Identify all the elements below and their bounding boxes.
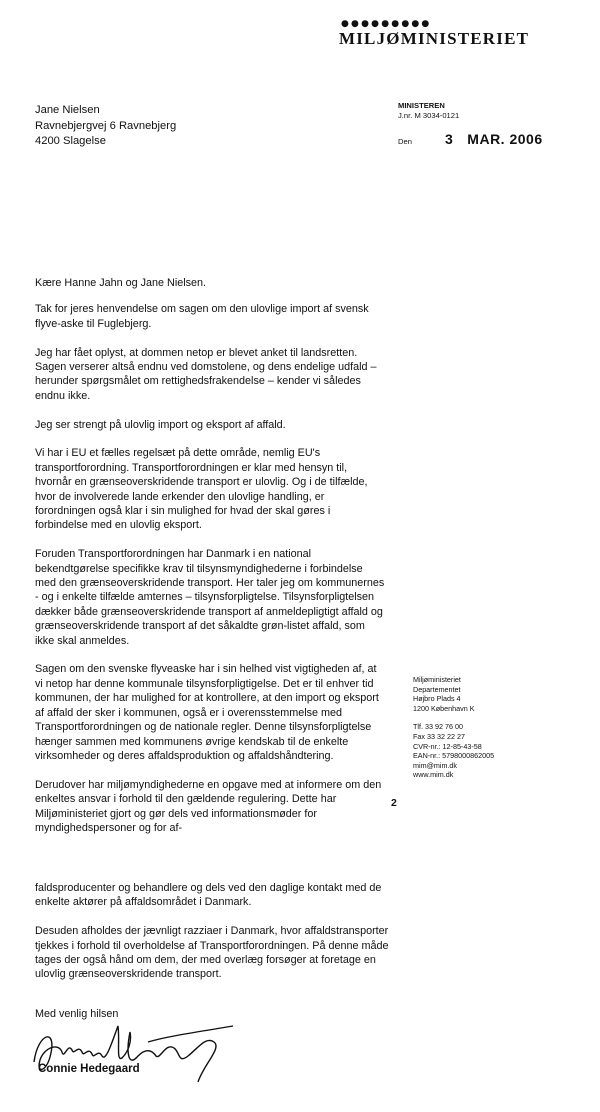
closing: Med venlig hilsen bbox=[35, 1008, 119, 1020]
website: www.mim.dk bbox=[413, 770, 454, 780]
org-name: Miljøministeriet bbox=[413, 675, 461, 684]
paragraph: Jeg ser strengt på ulovlig import og eksport af affald. bbox=[35, 418, 286, 431]
recipient-city: 4200 Slagelse bbox=[35, 135, 106, 147]
letter-meta bbox=[398, 101, 459, 120]
paragraph: Foruden Transportforordningen har Danmark i en national bekendtgørelse specifikke krav til tilsynsmyndighederne i forbindelse med den grænseoverskridende transport. Her taler jeg om kommunernes - og i enkelte tilfælde amternes – tilsynsforpligtelse. Tilsynsforpligtelsen dækker både grænseoverskridende transport af anmeldepligtigt affald og grænseoverskridende transport af det såkaldte grøn-listet affald, som ikke skal anmeldes. bbox=[35, 548, 385, 647]
recipient-street: Ravnebjergvej 6 Ravnebjerg bbox=[35, 119, 177, 132]
fax: Fax 33 32 22 27 bbox=[413, 731, 465, 741]
paragraph: Desuden afholdes der jævnligt razziaer i Danmark, hvor affaldstransporter tjekkes i forhold til overholdelse af Transportforordningen. På denne måde tages der også hånd om dem, der med overlæg forsøger at foretage en ulovlig grænseoverskridende transport. bbox=[35, 925, 389, 981]
cvr-number: CVR-nr.: 12-85-43-58 bbox=[413, 741, 482, 751]
signature bbox=[28, 1012, 248, 1092]
street-address: Højbro Plads 4 bbox=[413, 694, 461, 704]
salutation: Kære Hanne Jahn og Jane Nielsen. bbox=[35, 277, 207, 289]
department: Departementet bbox=[413, 684, 461, 694]
paragraph: Jeg har fået oplyst, at dommen netop er blevet anket til landsretten. Sagen verserer altså endnu ved domstolene, og dens endelige udfald – herunder spørgsmålet om rettighedsfrakendelse – kender vi således endnu ikke. bbox=[35, 346, 377, 402]
signer-name: Connie Hedegaard bbox=[38, 1063, 140, 1075]
phone: Tlf. 33 92 76 00 bbox=[413, 722, 463, 732]
sender-title: MINISTEREN bbox=[398, 101, 445, 110]
paragraph: faldsproducenter og behandlere og dels ved den daglige kontakt med de enkelte aktører på affaldsområdet i Danmark. bbox=[35, 882, 382, 909]
paragraph: Derudover har miljømyndighederne en opgave med at informere om den enkeltes ansvar i forhold til den gældende regulering. Dette har Miljøministeriet gjort og gør dels ved informationsmøder for myndighedspersoner og for af- bbox=[35, 778, 382, 834]
date-day: 3 bbox=[445, 131, 454, 147]
letter-body-page-2 bbox=[35, 881, 405, 996]
postal-address: 1200 København K bbox=[413, 703, 475, 713]
journal-number: J.nr. M 3034-0121 bbox=[398, 110, 460, 120]
contact-sidebar bbox=[413, 675, 494, 780]
email: mim@mim.dk bbox=[413, 760, 458, 770]
paragraph: Tak for jeres henvendelse om sagen om den ulovlige import af svensk flyve-aske til Fuglebjerg. bbox=[35, 303, 369, 330]
ean-number: EAN-nr.: 5798000862005 bbox=[413, 751, 495, 761]
page-number: 2 bbox=[391, 797, 397, 809]
letter-body bbox=[35, 276, 385, 850]
paragraph: Sagen om den svenske flyveaske har i sin helhed vist vigtigheden af, at vi netop har denne kommunale tilsynsforpligtigelse. Det er til enhver tid kommunen, der har mulighed for at kontrollere, at den import og eksport af affald der sker i kommunen, også er i overensstemmelse med Transportforordningen og de nationale regler. Denne tilsynsforpligtelse hænger sammen med kommunens øvrige kendskab til de enkelte virksomheder og deres affaldsproduktion og affaldshåndtering. bbox=[35, 663, 379, 762]
date-label: Den bbox=[398, 137, 412, 146]
date-stamp bbox=[445, 131, 543, 147]
date-month-year: MAR. 2006 bbox=[467, 131, 543, 147]
logo-text: MILJØMINISTERIET bbox=[339, 29, 530, 48]
paragraph: Vi har i EU et fælles regelsæt på dette område, nemlig EU's transportforordning. Transportforordningen er klar med hensyn til, hvornår en grænseoverskridende transport er ulovlig. Og i de tilfælde, hvor de involverede lande erkender den ulovlige handling, er forordningen også klar i sin mulighed for hvad der skal gøres i forbindelse med en ulovlig eksport. bbox=[35, 447, 368, 532]
ministry-logo bbox=[339, 20, 529, 49]
logo-dots: ●●●●●●●●● bbox=[341, 19, 432, 29]
recipient-name: Jane Nielsen bbox=[35, 104, 100, 116]
recipient-address bbox=[35, 103, 176, 150]
